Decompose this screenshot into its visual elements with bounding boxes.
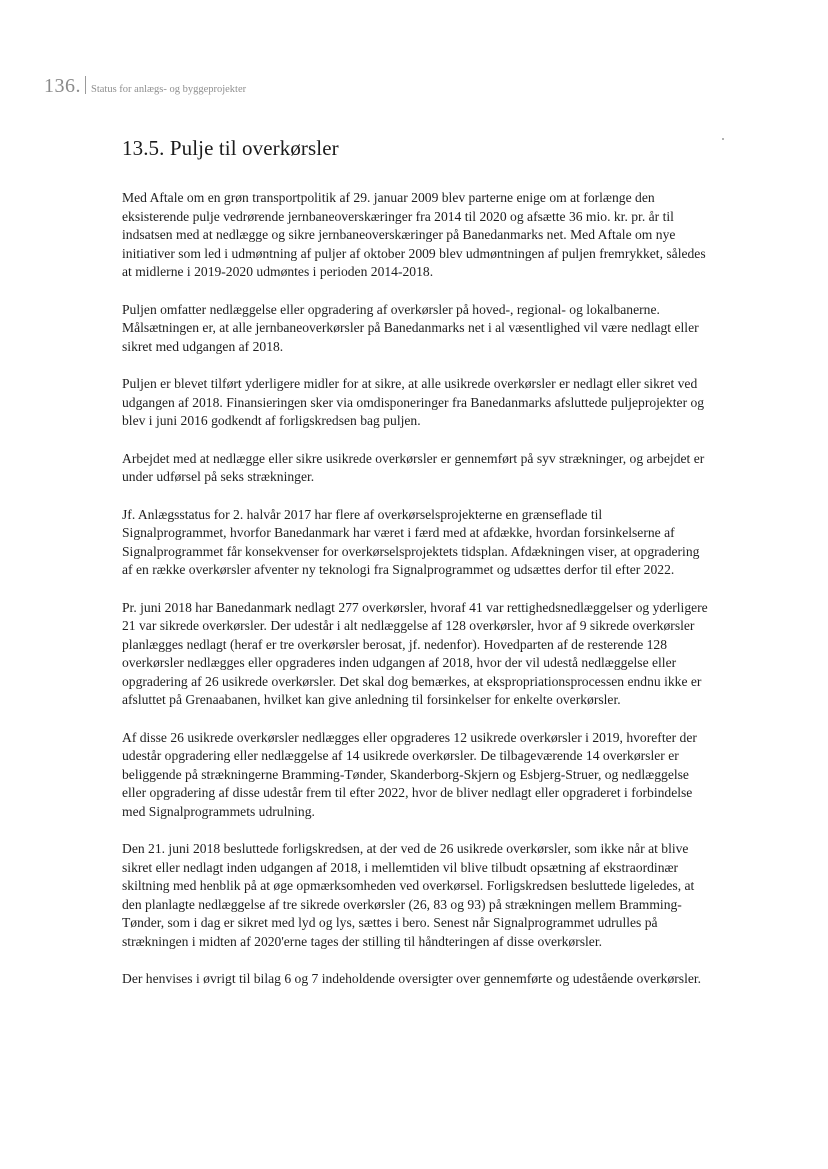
header-divider bbox=[85, 76, 86, 94]
running-title: Status for anlægs- og byggeprojekter bbox=[91, 84, 247, 95]
paragraph-7: Af disse 26 usikrede overkørsler nedlægges eller opgraderes 12 usikrede overkørsler i 2019, hvorefter der udestår opgradering eller nedlæggelse af 14 usikrede overkørsler. De tilbageværende 14 overkørsler er beliggende på strækningerne Bramming-Tønder, Skanderborg-Skjern og Esbjerg-Struer, og nedlæggelse eller opgradering af disse udestår frem til efter 2022, hvor de bliver nedlagt eller opgraderet i forbindelse med Signalprogrammets udrulning. bbox=[122, 729, 697, 819]
page-number: 136. bbox=[44, 75, 81, 97]
paragraph-6: Pr. juni 2018 har Banedanmark nedlagt 277 overkørsler, hvoraf 41 var rettighedsnedlæggelser og yderligere 21 var sikrede overkørsler. Der udestår i alt nedlæggelse af 128 overkørsler, hvor af 9 sikrede overkørsler planlægges nedlagt (heraf er tre overkørsler berosat, jf. nedenfor). Hovedparten af de resterende 128 overkørsler nedlægges eller opgraderes inden udgangen af 2018, hvor der vil udestå nedlæggelse eller opgradering af 26 usikrede overkørsler. Det skal dog bemærkes, at ekspropriationsprocessen endnu ikke er afsluttet på Grenaabanen, hvilket kan give anledning til forsinkelser for enkelte overkørsler. bbox=[122, 599, 708, 707]
paragraph-4: Arbejdet med at nedlægge eller sikre usikrede overkørsler er gennemført på syv strækninger, og arbejdet er under udførsel på seks strækninger. bbox=[122, 450, 705, 484]
paragraph-9: Der henvises i øvrigt til bilag 6 og 7 indeholdende oversigter over gennemførte og udestående overkørsler. bbox=[122, 971, 702, 986]
paragraph-1: Med Aftale om en grøn transportpolitik af 29. januar 2009 blev parterne enige om at forlænge den eksisterende pulje vedrørende jernbaneoverskæringer fra 2014 til 2020 og afsætte 36 mio. kr. pr. år til indsatsen med at nedlægge og sikre jernbaneoverskæringer på Banedanmarks net. Med Aftale om nye initiativer som led i udmøntning af puljer af oktober 2009 blev udmøntningen af puljen fremrykket, således at midlerne i 2019-2020 udmøntes i perioden 2014-2018. bbox=[122, 190, 706, 279]
paragraph-3: Puljen er blevet tilført yderligere midler for at sikre, at alle usikrede overkørsler er nedlagt eller sikret ved udgangen af 2018. Finansieringen sker via omdisponeringer fra Banedanmarks afsluttede puljeprojekter og blev i juni 2016 godkendt af forligskredsen bag puljen. bbox=[122, 376, 705, 428]
paragraph-8: Den 21. juni 2018 besluttede forligskredsen, at der ved de 26 usikrede overkørsler, som ikke når at blive sikret eller nedlagt inden udgangen af 2018, i mellemtiden vil blive tilbudt opsætning af ekstraordinær skiltning med henblik på at øge opmærksomheden ved overkørsel. Forligskredsen besluttede ligeledes, at den planlagte nedlæggelse af tre sikrede overkørsler (26, 83 og 93) på strækningen mellem Bramming-Tønder, som i dag er sikret med lyd og lys, sættes i bero. Senest når Signalprogrammet udrulles på strækningen i midten af 2020'erne tages der stilling til håndteringen af disse overkørsler. bbox=[122, 841, 695, 949]
paragraph-2: Puljen omfatter nedlæggelse eller opgradering af overkørsler på hoved-, regional- og lokalbanerne. Målsætningen er, at alle jernbaneoverkørsler på Banedanmarks net i al væsentlighed vil være nedlagt eller sikret med udgangen af 2018. bbox=[122, 301, 699, 354]
running-header bbox=[44, 74, 246, 98]
scan-speck bbox=[722, 138, 724, 140]
page-content bbox=[122, 136, 710, 1008]
paragraph-5: Jf. Anlægsstatus for 2. halvår 2017 har flere af overkørselsprojekterne en grænseflade til Signalprogrammet, hvorfor Banedanmark har været i færd med at afdække, hvordan forsinkelserne af Signalprogrammet får konsekvenser for overkørselsprojektets tidsplan. Afdækningen viser, at opgradering af en række overkørsler afventer ny teknologi fra Signalprogrammet og udsættes derfor til efter 2022. bbox=[122, 506, 700, 577]
section-title: 13.5. Pulje til overkørsler bbox=[122, 136, 339, 160]
